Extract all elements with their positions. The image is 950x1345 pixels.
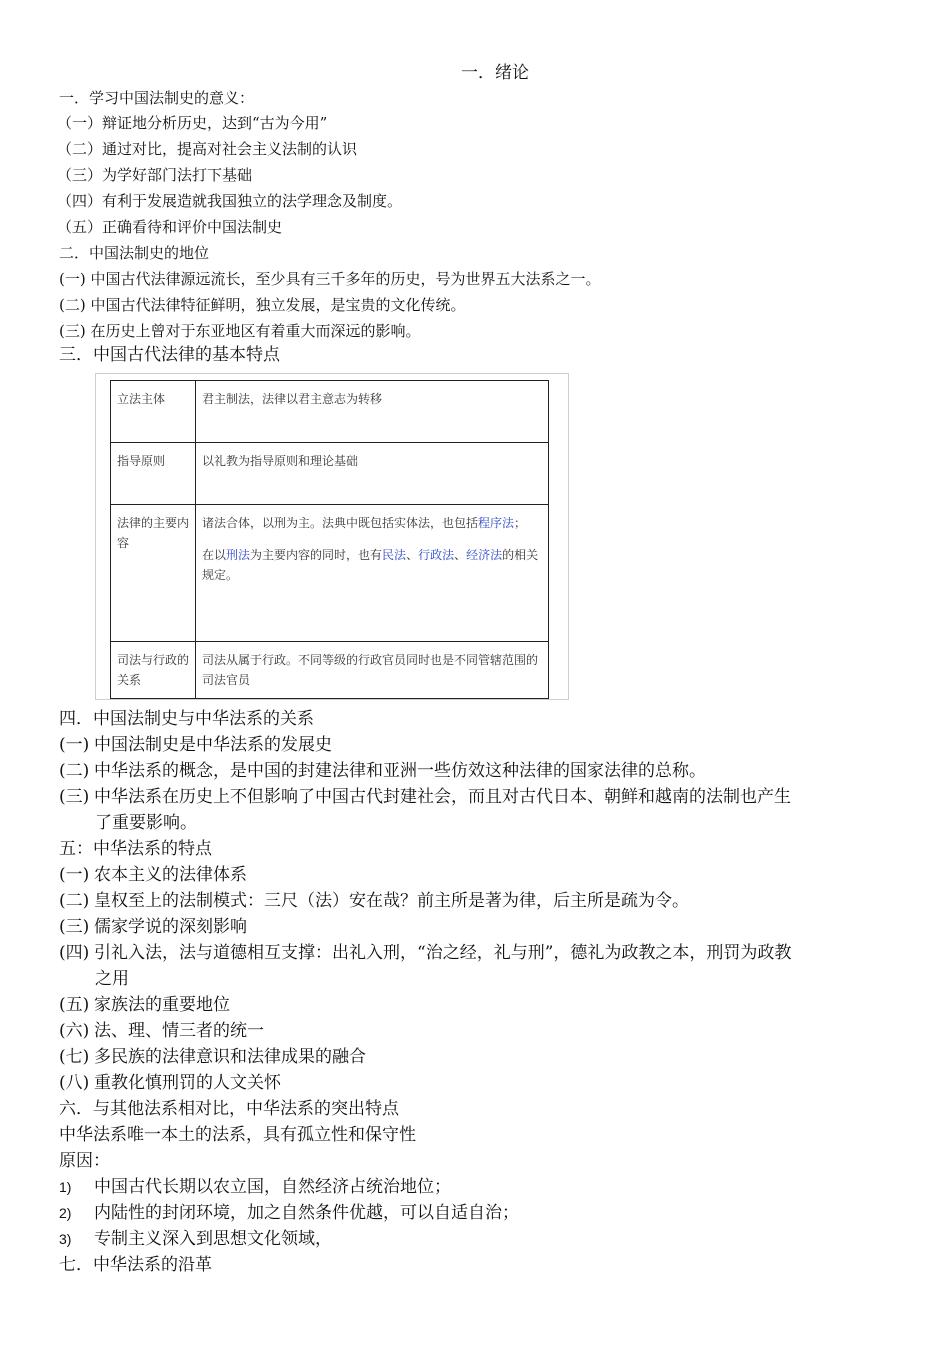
table-key: 司法与行政的关系 bbox=[111, 642, 196, 699]
link-criminal-law[interactable]: 刑法 bbox=[226, 548, 251, 562]
link-civil-law[interactable]: 民法 bbox=[382, 548, 407, 562]
section6-heading: 六．与其他法系相对比，中华法系的突出特点 bbox=[59, 1099, 399, 1119]
item-number: (六) bbox=[59, 1021, 90, 1041]
item-text: 中国法制史是中华法系的发展史 bbox=[94, 735, 332, 755]
section5-item-continuation: 之用 bbox=[95, 969, 129, 989]
table-value: 司法从属于行政。不同等级的行政官员同时也是不同管辖范围的司法官员 bbox=[196, 642, 549, 699]
section5-item bbox=[59, 1073, 281, 1093]
table-row bbox=[111, 443, 549, 505]
section5-item bbox=[59, 995, 230, 1015]
table-value: 君主制法，法律以君主意志为转移 bbox=[196, 381, 549, 443]
table-paragraph bbox=[202, 513, 542, 533]
section1-heading: 一．学习中国法制史的意义： bbox=[59, 89, 255, 107]
section5-item bbox=[59, 943, 791, 963]
section4-item bbox=[59, 787, 791, 807]
section4-heading: 四．中国法制史与中华法系的关系 bbox=[59, 709, 314, 729]
table-key: 指导原则 bbox=[111, 443, 196, 505]
section5-heading: 五：中华法系的特点 bbox=[59, 839, 212, 859]
item-text: 引礼入法，法与道德相互支撑：出礼入刑，“治之经，礼与刑”，德礼为政教之本，刑罚为政教 bbox=[94, 943, 792, 963]
link-procedural-law[interactable]: 程序法 bbox=[478, 516, 515, 530]
reason-item bbox=[59, 1203, 519, 1223]
section7-heading: 七．中华法系的沿革 bbox=[59, 1255, 212, 1275]
link-economic-law[interactable]: 经济法 bbox=[466, 548, 503, 562]
reason-item bbox=[59, 1229, 332, 1249]
section1-item: （四）有利于发展造就我国独立的法学理念及制度。 bbox=[57, 192, 403, 210]
item-number: (三) bbox=[59, 917, 90, 937]
section2-item: (一) 中国古代法律源远流长，至少具有三千多年的历史，号为世界五大法系之一。 bbox=[59, 270, 601, 288]
text-run: 诸法合体，以刑为主。法典中既包括实体法，也包括 bbox=[202, 516, 479, 530]
text-run: 为主要内容的同时，也有 bbox=[250, 548, 383, 562]
text-run: 在以 bbox=[202, 548, 227, 562]
text-run: 的相关规定。 bbox=[202, 548, 539, 582]
section2-item: (三) 在历史上曾对于东亚地区有着重大而深远的影响。 bbox=[59, 322, 421, 340]
section4-item bbox=[59, 735, 332, 755]
item-number: (一) bbox=[59, 865, 90, 885]
item-number: (一) bbox=[59, 735, 90, 755]
item-text: 中华法系的概念，是中国的封建法律和亚洲一些仿效这种法律的国家法律的总称。 bbox=[94, 761, 706, 781]
item-text: 儒家学说的深刻影响 bbox=[94, 917, 247, 937]
item-text: 法、理、情三者的统一 bbox=[94, 1021, 264, 1041]
features-table bbox=[110, 380, 549, 699]
section6-summary: 中华法系唯一本土的法系，具有孤立性和保守性 bbox=[59, 1125, 416, 1145]
table-row bbox=[111, 642, 549, 699]
item-text: 家族法的重要地位 bbox=[94, 995, 230, 1015]
table-key: 法律的主要内容 bbox=[111, 505, 196, 642]
section5-item bbox=[59, 917, 247, 937]
section1-item: （五）正确看待和评价中国法制史 bbox=[57, 218, 283, 236]
text-run: 、 bbox=[454, 548, 467, 562]
item-text: 重教化慎刑罚的人文关怀 bbox=[94, 1073, 281, 1093]
reason-item bbox=[59, 1177, 451, 1197]
item-number: (三) bbox=[59, 787, 90, 807]
item-text: 农本主义的法律体系 bbox=[94, 865, 247, 885]
item-text: 多民族的法律意识和法律成果的融合 bbox=[94, 1047, 366, 1067]
section3-heading: 三．中国古代法律的基本特点 bbox=[59, 345, 280, 365]
item-number: 2) bbox=[59, 1205, 72, 1221]
features-table-image bbox=[95, 373, 569, 700]
item-text: 中华法系在历史上不但影响了中国古代封建社会，而且对古代日本、朝鲜和越南的法制也产生 bbox=[94, 787, 791, 807]
item-number: 1) bbox=[59, 1179, 72, 1195]
item-text: 皇权至上的法制模式：三尺（法）安在哉？前主所是著为律，后主所是疏为令。 bbox=[94, 891, 689, 911]
item-number: (八) bbox=[59, 1073, 90, 1093]
table-row bbox=[111, 381, 549, 443]
item-number: (二) bbox=[59, 891, 90, 911]
table-key: 立法主体 bbox=[111, 381, 196, 443]
section1-item: （一）辩证地分析历史，达到“古为今用” bbox=[57, 114, 328, 132]
reasons-label: 原因： bbox=[59, 1151, 110, 1171]
table-value: 以礼教为指导原则和理论基础 bbox=[196, 443, 549, 505]
section2-item: (二) 中国古代法律特征鲜明，独立发展，是宝贵的文化传统。 bbox=[59, 296, 466, 314]
document-title: 一．绪论 bbox=[461, 63, 529, 83]
table-paragraph bbox=[202, 545, 542, 585]
section1-item: （二）通过对比，提高对社会主义法制的认识 bbox=[57, 140, 358, 158]
text-run: ； bbox=[514, 516, 527, 530]
item-text: 中国古代长期以农立国，自然经济占统治地位； bbox=[94, 1177, 451, 1197]
section5-item bbox=[59, 1047, 366, 1067]
section4-item-continuation: 了重要影响。 bbox=[95, 813, 197, 833]
text-run: 、 bbox=[406, 548, 419, 562]
section5-item bbox=[59, 1021, 264, 1041]
section1-item: （三）为学好部门法打下基础 bbox=[57, 166, 253, 184]
link-administrative-law[interactable]: 行政法 bbox=[418, 548, 455, 562]
section2-heading: 二．中国法制史的地位 bbox=[59, 244, 210, 262]
item-number: (四) bbox=[59, 943, 90, 963]
table-row bbox=[111, 505, 549, 642]
section5-item bbox=[59, 891, 689, 911]
section4-item bbox=[59, 761, 706, 781]
item-number: (七) bbox=[59, 1047, 90, 1067]
item-number: 3) bbox=[59, 1231, 72, 1247]
item-text: 内陆性的封闭环境，加之自然条件优越，可以自适自治； bbox=[94, 1203, 519, 1223]
item-number: (五) bbox=[59, 995, 90, 1015]
table-value bbox=[196, 505, 549, 642]
section5-item bbox=[59, 865, 247, 885]
item-text: 专制主义深入到思想文化领域， bbox=[94, 1229, 332, 1249]
item-number: (二) bbox=[59, 761, 90, 781]
